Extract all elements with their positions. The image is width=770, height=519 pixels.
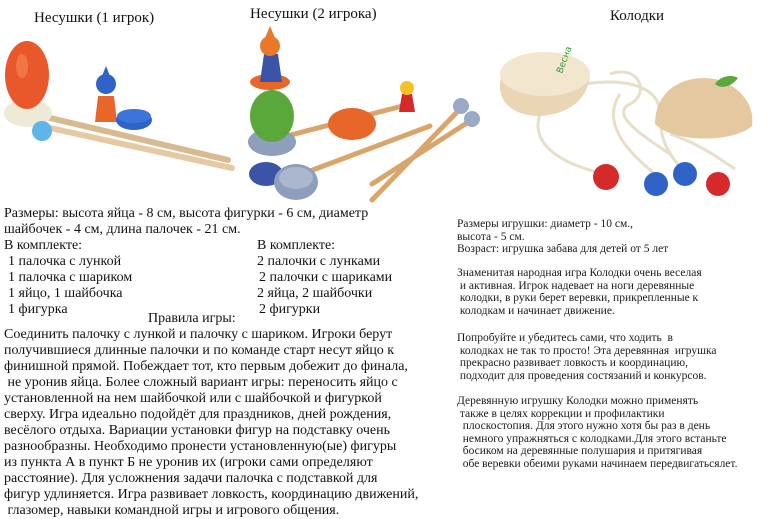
set-heading: В комплекте: xyxy=(257,238,336,253)
text-line: Возраст: игрушка забава для детей от 5 лет xyxy=(457,243,669,255)
set-two-players xyxy=(257,238,392,318)
text-line: глазомер, навыки командной игры и игрового общения. xyxy=(4,503,340,518)
set-item: 2 яйца, 2 шайбочки xyxy=(257,286,373,301)
text-line: шайбочек - 4 см, длина палочек - 21 см. xyxy=(4,222,241,237)
rules-heading: Правила игры: xyxy=(148,311,236,326)
set-item: 1 палочка с лункой xyxy=(8,254,122,269)
egg-icon xyxy=(5,41,49,109)
text-line: босиком на деревянные полушария и притягивая xyxy=(457,445,703,457)
rules-text xyxy=(4,327,418,519)
set-heading: В комплекте: xyxy=(4,238,83,253)
bead-red-icon xyxy=(706,172,730,196)
wooden-hemisphere-icon xyxy=(655,78,752,138)
egg-green-icon xyxy=(250,90,294,142)
bead-blue-icon xyxy=(673,162,697,186)
set-one-player xyxy=(4,238,132,318)
photo-kolodki xyxy=(470,34,768,206)
text-line: не уронив яйца. Более сложный вариант игры: переносить яйцо с xyxy=(4,375,398,390)
kolodki-paragraph-3 xyxy=(457,395,737,470)
ball-icon xyxy=(32,121,52,141)
set-item: 2 палочки с лунками xyxy=(257,254,381,269)
text-line: фигур удлиняется. Игра развивает ловкость, координацию движений, xyxy=(4,487,419,502)
photo-nesushki-2-players xyxy=(232,24,482,210)
text-line: колодки, в руки берет веревки, прикрепленные к xyxy=(457,292,699,304)
bead-blue-icon xyxy=(644,172,668,196)
text-line: плоскостопия. Для этого нужно хотя бы раз в день xyxy=(457,420,711,432)
bead-red-icon xyxy=(593,164,619,190)
text-line: Размеры игрушки: диаметр - 10 см., xyxy=(457,218,633,230)
title-nesushki-1-player: Несушки (1 игрок) xyxy=(34,10,155,26)
photo-nesushki-1-player xyxy=(0,28,240,180)
egg-icon xyxy=(328,108,376,140)
text-line: также в целях коррекции и профилактики xyxy=(457,407,665,420)
text-line: подходит для проведения состязаний и конкурсов. xyxy=(457,369,707,382)
set-item: 1 фигурка xyxy=(8,302,68,317)
text-line: Соединить палочку с лункой и палочку с шариком. Игроки берут xyxy=(4,327,393,342)
kolodki-paragraph-1 xyxy=(457,267,702,317)
text-line: и активная. Игрок надевает на ноги деревянные xyxy=(457,279,695,292)
figure-icon xyxy=(95,96,117,122)
text-line: обе веревки обеими руками начинаем передвигатьсялет. xyxy=(457,457,738,470)
text-line: Попробуйте и убедитесь сами, что ходить в xyxy=(457,332,673,344)
text-line: немного упражняться с колодками.Для этого встаньте xyxy=(457,432,727,445)
text-line: Деревянную игрушку Колодки можно применять xyxy=(457,395,699,407)
text-line: получившиеся длинные палочки и по команде старт несут яйцо к xyxy=(4,343,395,358)
text-line: из пункта А в пункт Б не уронив их (игроки сами определяют xyxy=(4,455,373,470)
set-item: 1 яйцо, 1 шайбочка xyxy=(8,286,123,301)
text-line: прекрасно развивает ловкость и координацию, xyxy=(457,357,688,369)
svg-text:Весна: Весна xyxy=(555,45,575,76)
text-line: расстояние). Для усложнения задачи палочка с подставкой для xyxy=(4,471,378,486)
text-line: Знаменитая народная игра Колодки очень веселая xyxy=(457,267,702,279)
set-item: 2 палочки с шариками xyxy=(259,270,393,285)
text-line: сверху. Игра идеально подойдёт для праздников, дней рождения, xyxy=(4,407,392,422)
text-line: колодкам и начинает движение. xyxy=(457,304,615,317)
text-line: колодках не так то просто! Эта деревянная игрушка xyxy=(457,344,717,357)
set-item: 2 фигурки xyxy=(259,302,321,317)
text-line: Размеры: высота яйца - 8 см, высота фигурки - 6 см, диаметр xyxy=(4,206,369,221)
text-line: финишной прямой. Побеждает тот, кто первым добежит до финала, xyxy=(4,359,408,374)
set-item: 1 палочка с шариком xyxy=(8,270,133,285)
text-line: весёлого отдыха. Вариации установки фигур на подставку очень xyxy=(4,423,390,438)
ball-icon xyxy=(453,98,469,114)
text-line: установленной на нем шайбочкой или с шайбочкой и фигуркой xyxy=(4,391,382,406)
title-kolodki: Колодки xyxy=(610,8,665,24)
nesushki-sizes xyxy=(4,206,368,238)
kolodki-paragraph-2 xyxy=(457,332,717,382)
title-nesushki-2-players: Несушки (2 игрока) xyxy=(250,6,377,22)
kolodki-info xyxy=(457,218,668,256)
text-line: разнообразны. Необходимо пронести установленную(ые) фигуры xyxy=(4,439,397,454)
figure-icon xyxy=(399,94,415,112)
text-line: высота - 5 см. xyxy=(457,230,525,243)
